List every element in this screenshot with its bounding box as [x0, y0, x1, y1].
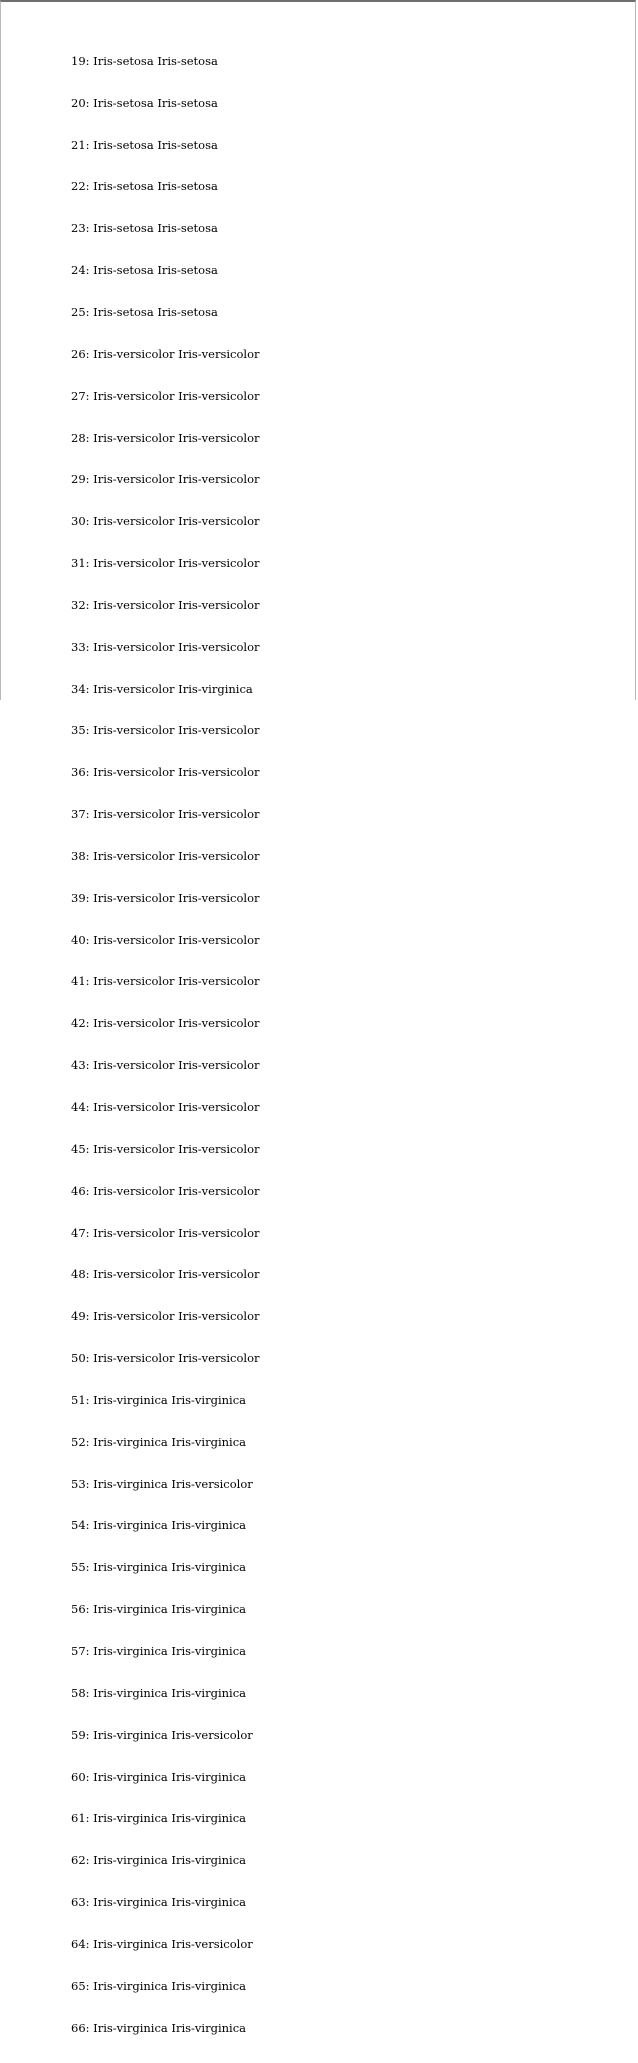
output-line: 24: Iris-setosa Iris-setosa: [71, 263, 218, 278]
output-line: 49: Iris-versicolor Iris-versicolor: [71, 1309, 260, 1324]
output-line: 54: Iris-virginica Iris-virginica: [71, 1518, 247, 1533]
output-line: 41: Iris-versicolor Iris-versicolor: [71, 974, 260, 989]
output-line: 57: Iris-virginica Iris-virginica: [71, 1643, 247, 1658]
output-line: 66: Iris-virginica Iris-virginica: [71, 2020, 247, 2035]
output-line: 26: Iris-versicolor Iris-versicolor: [71, 346, 260, 361]
output-line: 38: Iris-versicolor Iris-versicolor: [71, 848, 260, 863]
output-line: 59: Iris-virginica Iris-versicolor: [71, 1727, 253, 1742]
output-line: 50: Iris-versicolor Iris-versicolor: [71, 1351, 260, 1366]
output-line: 29: Iris-versicolor Iris-versicolor: [71, 472, 260, 487]
output-line: 51: Iris-virginica Iris-virginica: [71, 1392, 247, 1407]
output-line: 55: Iris-virginica Iris-virginica: [71, 1560, 247, 1575]
output-line: 27: Iris-versicolor Iris-versicolor: [71, 388, 260, 403]
output-line: 65: Iris-virginica Iris-virginica: [71, 1978, 247, 1993]
output-line: 39: Iris-versicolor Iris-versicolor: [71, 890, 260, 905]
output-line: 47: Iris-versicolor Iris-versicolor: [71, 1225, 260, 1240]
output-line: 56: Iris-virginica Iris-virginica: [71, 1602, 247, 1617]
output-line: 22: Iris-setosa Iris-setosa: [71, 179, 218, 194]
output-line: 33: Iris-versicolor Iris-versicolor: [71, 639, 260, 654]
output-line: 32: Iris-versicolor Iris-versicolor: [71, 597, 260, 612]
output-line: 43: Iris-versicolor Iris-versicolor: [71, 1058, 260, 1073]
output-line: 37: Iris-versicolor Iris-versicolor: [71, 807, 260, 822]
output-line: 48: Iris-versicolor Iris-versicolor: [71, 1267, 260, 1282]
output-line: 52: Iris-virginica Iris-virginica: [71, 1434, 247, 1449]
output-line: 46: Iris-versicolor Iris-versicolor: [71, 1183, 260, 1198]
output-line: 30: Iris-versicolor Iris-versicolor: [71, 514, 260, 529]
output-line: 61: Iris-virginica Iris-virginica: [71, 1811, 247, 1826]
output-line: 60: Iris-virginica Iris-virginica: [71, 1769, 247, 1784]
output-line: 44: Iris-versicolor Iris-versicolor: [71, 1100, 260, 1114]
output-line: 45: Iris-versicolor Iris-versicolor: [71, 1141, 260, 1156]
output-line: 64: Iris-virginica Iris-versicolor: [71, 1936, 253, 1951]
output-line: 42: Iris-versicolor Iris-versicolor: [71, 1016, 260, 1031]
output-line: 28: Iris-versicolor Iris-versicolor: [71, 430, 260, 445]
output-line: 36: Iris-versicolor Iris-versicolor: [71, 765, 260, 780]
output-line: 21: Iris-setosa Iris-setosa: [71, 137, 218, 152]
output-line: 34: Iris-versicolor Iris-virginica: [71, 681, 253, 696]
output-line: 62: Iris-virginica Iris-virginica: [71, 1853, 247, 1868]
output-line: 53: Iris-virginica Iris-versicolor: [71, 1476, 253, 1491]
output-line: 19: Iris-setosa Iris-setosa: [71, 53, 218, 68]
output-line: 58: Iris-virginica Iris-virginica: [71, 1685, 247, 1700]
output-line: 35: Iris-versicolor Iris-versicolor: [71, 723, 260, 738]
output-line: 31: Iris-versicolor Iris-versicolor: [71, 556, 260, 571]
prediction-output-list: [71, 27, 260, 2063]
output-line: 25: Iris-setosa Iris-setosa: [71, 304, 218, 319]
output-line: 63: Iris-virginica Iris-virginica: [71, 1895, 247, 1910]
output-line: 23: Iris-setosa Iris-setosa: [71, 221, 218, 236]
output-line: 40: Iris-versicolor Iris-versicolor: [71, 932, 260, 947]
output-line: 20: Iris-setosa Iris-setosa: [71, 95, 218, 110]
